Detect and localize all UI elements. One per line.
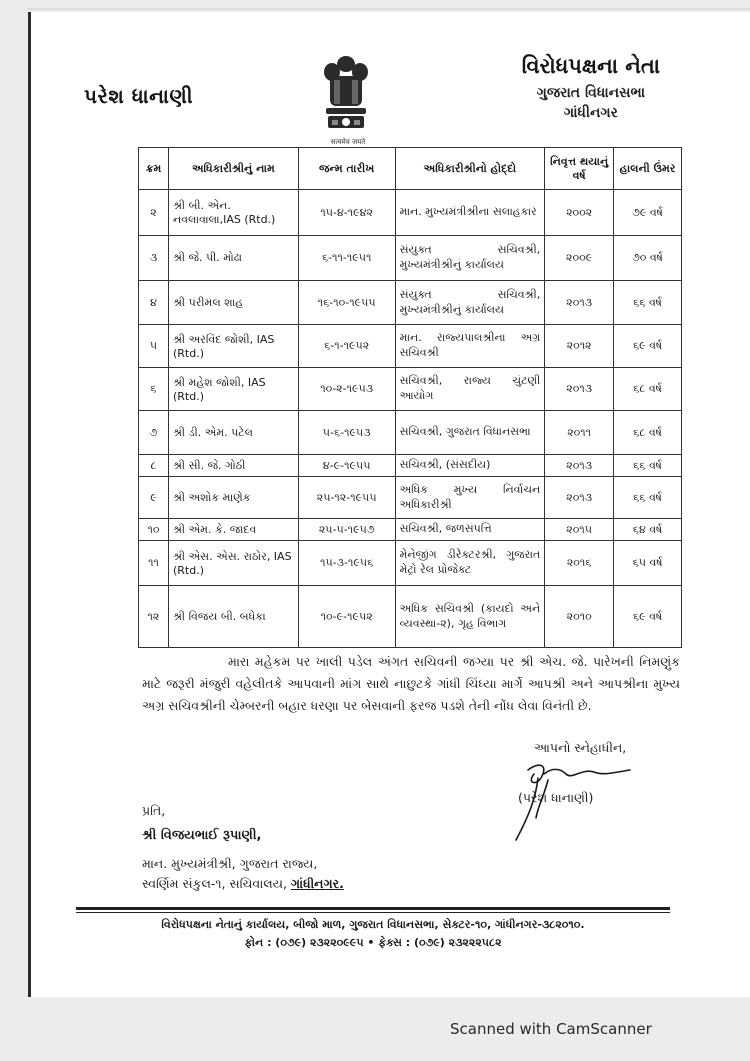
table-row xyxy=(139,519,682,541)
cell-dob: ૪-૯-૧૯૫૫ xyxy=(298,455,395,477)
table-row xyxy=(139,368,682,411)
header-retire: નિવૃત્ત થયાનું વર્ષ xyxy=(545,148,614,190)
cell-post: સંયુક્ત સચિવશ્રી, મુખ્યમંત્રીશ્રીનું કાર્યાલય xyxy=(395,281,545,325)
table-row xyxy=(139,541,682,586)
table-row xyxy=(139,281,682,325)
header-age: હાલની ઉંમર xyxy=(614,148,682,190)
cell-retire: ૨૦૧૧ xyxy=(545,411,614,455)
cell-post: સચિવશ્રી, ગુજરાત વિધાનસભા xyxy=(395,411,545,455)
cell-dob: ૧૬-૧૦-૧૯૫૫ xyxy=(298,281,395,325)
cell-dob: ૨૫-૧૨-૧૯૫૫ xyxy=(298,477,395,519)
cell-num: ૬ xyxy=(139,368,169,411)
cell-dob: ૧૫-૪-૧૯૪૨ xyxy=(298,190,395,236)
cell-dob: ૧૫-૩-૧૯૫૬ xyxy=(298,541,395,586)
cell-name: શ્રી ડી. એમ. પટેલ xyxy=(168,411,298,455)
cell-age: ૬૯ વર્ષ xyxy=(614,325,682,368)
cell-name: શ્રી એસ. એસ. રાઠોર, IAS (Rtd.) xyxy=(168,541,298,586)
cell-name: શ્રી પરીમલ શાહ xyxy=(168,281,298,325)
office-title: વિરોધપક્ષના નેતા xyxy=(521,54,660,78)
addressee-city: ગાંધીનગર. xyxy=(290,876,344,891)
cell-dob: ૫-૬-૧૯૫૩ xyxy=(298,411,395,455)
header-name: અધિકારીશ્રીનું નામ xyxy=(168,148,298,190)
cell-dob: ૬-૧-૧૯૫૨ xyxy=(298,325,395,368)
addressee-name: શ્રી વિજયભાઈ રૂપાણી, xyxy=(142,828,262,843)
office-header xyxy=(522,54,660,121)
cell-age: ૬૪ વર્ષ xyxy=(614,519,682,541)
cell-age: ૬૯ વર્ષ xyxy=(614,586,682,648)
table-header-row xyxy=(139,148,682,190)
cell-retire: ૨૦૧૫ xyxy=(545,519,614,541)
closing-salutation: આપનો સ્નેહાધીન, xyxy=(534,740,627,755)
cell-dob: ૧૦-૨-૧૯૫૩ xyxy=(298,368,395,411)
addressee-designation: માન. મુખ્યમંત્રીશ્રી, ગુજરાત રાજ્ય, xyxy=(142,856,318,871)
cell-name: શ્રી મહેશ જોશી, IAS (Rtd.) xyxy=(168,368,298,411)
cell-name: શ્રી બી. એન. નવલાવાલા,IAS (Rtd.) xyxy=(168,190,298,236)
cell-num: ૯ xyxy=(139,477,169,519)
footer-divider-thin xyxy=(76,912,670,913)
cell-age: ૬૮ વર્ષ xyxy=(614,368,682,411)
cell-post: માન. રાજ્યપાલશ્રીના અગ્ર સચિવશ્રી xyxy=(395,325,545,368)
office-subtitle: ગુજરાત વિધાનસભા xyxy=(536,85,646,101)
cell-name: શ્રી વિજય બી. બધેકા xyxy=(168,586,298,648)
cell-post: સચિવશ્રી, જળસંપત્તિ xyxy=(395,519,545,541)
request-paragraph: મારા મહેકમ પર ખાલી પડેલ અંગત સચિવની જગ્યા પર શ્રી એચ. જે. પારેખની નિમણુંક માટે જરૂરી મંજુરી વહેલીતકે આપવાની માંગ સાથે નાછુટકે ગાંધી ચિંધ્યા માર્ગે આપશ્રી અને આપશ્રીના મુખ્ય અગ્ર સચિવશ્રીની ચેમ્બરની બહાર ધરણા પર બેસવાની ફરજ પડશે તેની નોંધ લેવા વિનંતી છે. xyxy=(142,654,680,713)
addressee-address xyxy=(142,876,344,892)
cell-post: અધિક સચિવશ્રી (કાયદો અને વ્યવસ્થા-૨), ગૃહ વિભાગ xyxy=(395,586,545,648)
cell-name: શ્રી અશોક માણેક xyxy=(168,477,298,519)
cell-name: શ્રી અરવિંદ જોશી, IAS (Rtd.) xyxy=(168,325,298,368)
cell-num: ૮ xyxy=(139,455,169,477)
cell-age: ૬૫ વર્ષ xyxy=(614,541,682,586)
cell-age: ૬૬ વર્ષ xyxy=(614,455,682,477)
cell-num: ૩ xyxy=(139,236,169,281)
cell-name: શ્રી સી. જે. ગોઠી xyxy=(168,455,298,477)
cell-age: ૬૬ વર્ષ xyxy=(614,477,682,519)
cell-num: ૧૧ xyxy=(139,541,169,586)
cell-post: અધિક મુખ્ય નિર્વાચન અધિકારીશ્રી xyxy=(395,477,545,519)
cell-dob: ૬-૧૧-૧૯૫૧ xyxy=(298,236,395,281)
cell-dob: ૨૫-૫-૧૯૫૭ xyxy=(298,519,395,541)
cell-retire: ૨૦૧૦ xyxy=(545,586,614,648)
cell-retire: ૨૦૧૩ xyxy=(545,477,614,519)
table-row xyxy=(139,411,682,455)
table-row xyxy=(139,455,682,477)
scanner-watermark: Scanned with CamScanner xyxy=(450,1020,652,1038)
emblem-motto: सत्यमेव जयते xyxy=(330,138,366,146)
cell-post: મેનેજીંગ ડીરેક્ટરશ્રી, ગુજરાત મેટ્રો રેલ પ્રોજેક્ટ xyxy=(395,541,545,586)
footer-address: વિરોધપક્ષના નેતાનું કાર્યાલય, બીજો માળ, ગુજરાત વિધાનસભા, સેક્ટર-૧૦, ગાંધીનગર-૩૮૨૦૧૦. xyxy=(161,918,585,931)
cell-num: ૨ xyxy=(139,190,169,236)
cell-num: ૧૦ xyxy=(139,519,169,541)
cell-age: ૬૮ વર્ષ xyxy=(614,411,682,455)
cell-dob: ૧૦-૯-૧૯૫૨ xyxy=(298,586,395,648)
header-post: અધિકારીશ્રીનો હોદ્દો xyxy=(395,148,545,190)
cell-num: ૪ xyxy=(139,281,169,325)
sender-name: પરેશ ધાનાણી xyxy=(84,84,194,108)
cell-num: ૧૨ xyxy=(139,586,169,648)
cell-post: સચિવશ્રી, રાજ્ય ચુંટણી આયોગ xyxy=(395,368,545,411)
cell-age: ૬૬ વર્ષ xyxy=(614,281,682,325)
cell-age: ૭૯ વર્ષ xyxy=(614,190,682,236)
cell-retire: ૨૦૦૨ xyxy=(545,190,614,236)
cell-retire: ૨૦૧૩ xyxy=(545,368,614,411)
addressee-label: પ્રતિ, xyxy=(142,803,166,818)
cell-retire: ૨૦૧૩ xyxy=(545,281,614,325)
header-dob: જન્મ તારીખ xyxy=(298,148,395,190)
table-row xyxy=(139,477,682,519)
cell-age: ૭૦ વર્ષ xyxy=(614,236,682,281)
cell-post: માન. મુખ્યમંત્રીશ્રીના સલાહકાર xyxy=(395,190,545,236)
cell-post: સચિવશ્રી, (સંસદીય) xyxy=(395,455,545,477)
cell-retire: ૨૦૧૨ xyxy=(545,325,614,368)
cell-num: ૭ xyxy=(139,411,169,455)
footer-phone: ફોન : (૦૭૯) ૨૩૨૨૦૯૯૫ • ફેક્સ : (૦૭૯) ૨૩૨૨૨૫૮૨ xyxy=(244,936,502,949)
cell-num: ૫ xyxy=(139,325,169,368)
cell-retire: ૨૦૧૩ xyxy=(545,455,614,477)
cell-name: શ્રી એમ. કે. જાદવ xyxy=(168,519,298,541)
header-num: ક્રમ xyxy=(139,148,169,190)
office-city: ગાંધીનગર xyxy=(563,105,618,121)
cell-retire: ૨૦૧૬ xyxy=(545,541,614,586)
cell-retire: ૨૦૦૯ xyxy=(545,236,614,281)
cell-name: શ્રી જે. પી. મોઢા xyxy=(168,236,298,281)
table-row xyxy=(139,325,682,368)
footer-divider xyxy=(76,907,670,910)
officers-table xyxy=(138,147,682,648)
table-row xyxy=(139,586,682,648)
table-row xyxy=(139,236,682,281)
signer-name: (પરેશ ધાનાણી) xyxy=(518,790,594,805)
cell-post: સંયુક્ત સચિવશ્રી, મુખ્યમંત્રીશ્રીનું કાર્યાલય xyxy=(395,236,545,281)
table-row xyxy=(139,190,682,236)
addressee-address-prefix: સ્વર્ણિમ સંકુલ-૧, સચિવાલય, xyxy=(142,876,291,891)
national-emblem-icon xyxy=(318,50,374,142)
